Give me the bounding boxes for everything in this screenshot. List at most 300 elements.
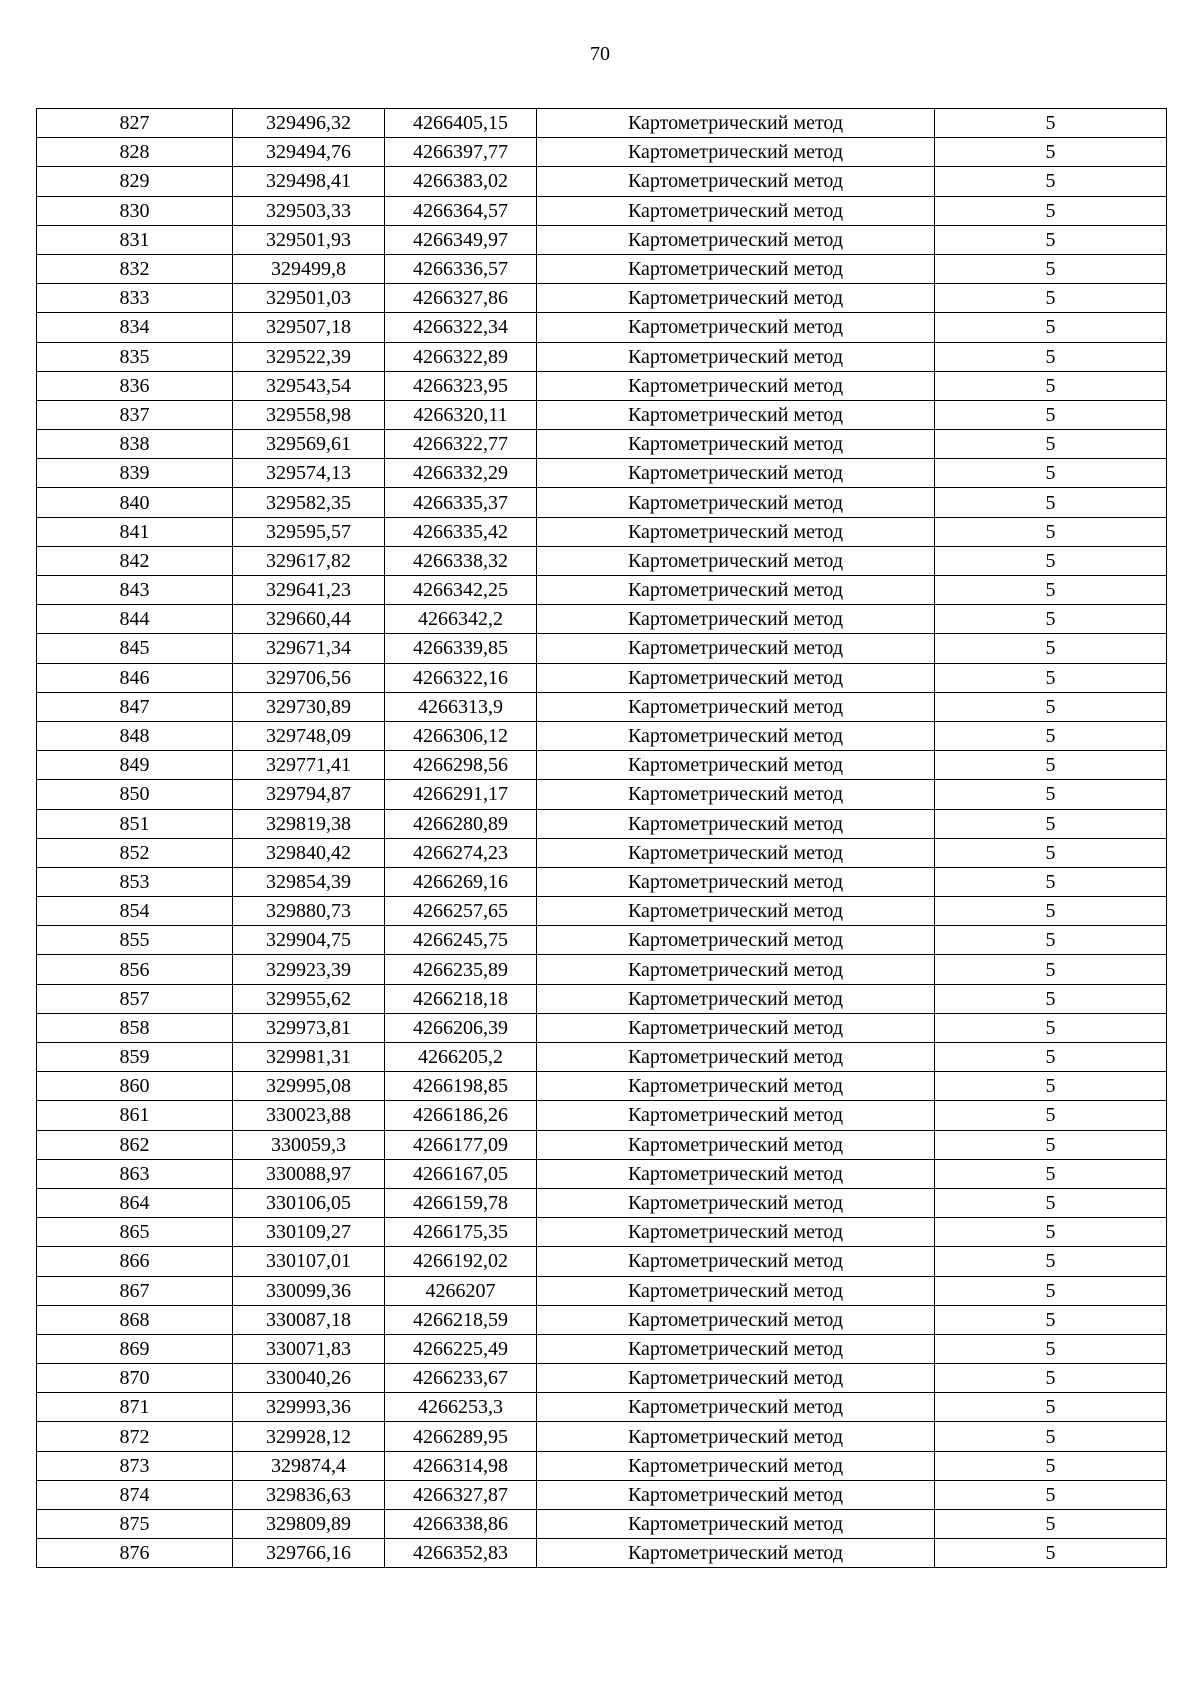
table-row	[37, 225, 1167, 254]
accuracy-cell: 5	[935, 634, 1167, 663]
x-coordinate-cell: 329730,89	[233, 692, 385, 721]
method-cell: Картометрический метод	[537, 313, 935, 342]
y-coordinate-cell: 4266339,85	[385, 634, 537, 663]
point-number-cell: 835	[37, 342, 233, 371]
table-row	[37, 926, 1167, 955]
y-coordinate-cell: 4266349,97	[385, 225, 537, 254]
point-number-cell: 833	[37, 284, 233, 313]
point-number-cell: 868	[37, 1305, 233, 1334]
y-coordinate-cell: 4266397,77	[385, 138, 537, 167]
x-coordinate-cell: 330023,88	[233, 1101, 385, 1130]
table-row	[37, 167, 1167, 196]
x-coordinate-cell: 329840,42	[233, 838, 385, 867]
table-row	[37, 546, 1167, 575]
accuracy-cell: 5	[935, 721, 1167, 750]
x-coordinate-cell: 329766,16	[233, 1539, 385, 1568]
table-row	[37, 1480, 1167, 1509]
method-cell: Картометрический метод	[537, 167, 935, 196]
method-cell: Картометрический метод	[537, 926, 935, 955]
y-coordinate-cell: 4266323,95	[385, 371, 537, 400]
accuracy-cell: 5	[935, 196, 1167, 225]
point-number-cell: 869	[37, 1334, 233, 1363]
method-cell: Картометрический метод	[537, 809, 935, 838]
point-number-cell: 848	[37, 721, 233, 750]
point-number-cell: 855	[37, 926, 233, 955]
method-cell: Картометрический метод	[537, 1013, 935, 1042]
table-row	[37, 1159, 1167, 1188]
method-cell: Картометрический метод	[537, 225, 935, 254]
table-row	[37, 1130, 1167, 1159]
accuracy-cell: 5	[935, 400, 1167, 429]
x-coordinate-cell: 330088,97	[233, 1159, 385, 1188]
method-cell: Картометрический метод	[537, 1247, 935, 1276]
accuracy-cell: 5	[935, 1539, 1167, 1568]
x-coordinate-cell: 329671,34	[233, 634, 385, 663]
accuracy-cell: 5	[935, 371, 1167, 400]
x-coordinate-cell: 330107,01	[233, 1247, 385, 1276]
x-coordinate-cell: 329595,57	[233, 517, 385, 546]
x-coordinate-cell: 329874,4	[233, 1451, 385, 1480]
table-row	[37, 1101, 1167, 1130]
y-coordinate-cell: 4266175,35	[385, 1218, 537, 1247]
x-coordinate-cell: 329501,03	[233, 284, 385, 313]
table-row	[37, 780, 1167, 809]
table-row	[37, 1334, 1167, 1363]
x-coordinate-cell: 330059,3	[233, 1130, 385, 1159]
accuracy-cell: 5	[935, 1043, 1167, 1072]
x-coordinate-cell: 329706,56	[233, 663, 385, 692]
method-cell: Картометрический метод	[537, 634, 935, 663]
table-row	[37, 1218, 1167, 1247]
x-coordinate-cell: 329836,63	[233, 1480, 385, 1509]
accuracy-cell: 5	[935, 138, 1167, 167]
y-coordinate-cell: 4266342,2	[385, 605, 537, 634]
method-cell: Картометрический метод	[537, 1422, 935, 1451]
x-coordinate-cell: 329501,93	[233, 225, 385, 254]
point-number-cell: 847	[37, 692, 233, 721]
x-coordinate-cell: 330040,26	[233, 1364, 385, 1393]
point-number-cell: 856	[37, 955, 233, 984]
table-row	[37, 1451, 1167, 1480]
accuracy-cell: 5	[935, 897, 1167, 926]
table-row	[37, 1422, 1167, 1451]
point-number-cell: 836	[37, 371, 233, 400]
x-coordinate-cell: 329981,31	[233, 1043, 385, 1072]
method-cell: Картометрический метод	[537, 897, 935, 926]
method-cell: Картометрический метод	[537, 1334, 935, 1363]
point-number-cell: 874	[37, 1480, 233, 1509]
method-cell: Картометрический метод	[537, 984, 935, 1013]
method-cell: Картометрический метод	[537, 780, 935, 809]
y-coordinate-cell: 4266335,42	[385, 517, 537, 546]
x-coordinate-cell: 329819,38	[233, 809, 385, 838]
method-cell: Картометрический метод	[537, 1101, 935, 1130]
method-cell: Картометрический метод	[537, 1043, 935, 1072]
table-row	[37, 663, 1167, 692]
y-coordinate-cell: 4266322,89	[385, 342, 537, 371]
y-coordinate-cell: 4266291,17	[385, 780, 537, 809]
method-cell: Картометрический метод	[537, 721, 935, 750]
x-coordinate-cell: 329955,62	[233, 984, 385, 1013]
accuracy-cell: 5	[935, 284, 1167, 313]
method-cell: Картометрический метод	[537, 1159, 935, 1188]
point-number-cell: 854	[37, 897, 233, 926]
table-row	[37, 517, 1167, 546]
table-row	[37, 838, 1167, 867]
table-row	[37, 1364, 1167, 1393]
accuracy-cell: 5	[935, 167, 1167, 196]
x-coordinate-cell: 330109,27	[233, 1218, 385, 1247]
table-row	[37, 342, 1167, 371]
accuracy-cell: 5	[935, 1218, 1167, 1247]
accuracy-cell: 5	[935, 605, 1167, 634]
method-cell: Картометрический метод	[537, 1539, 935, 1568]
accuracy-cell: 5	[935, 1013, 1167, 1042]
table-row	[37, 254, 1167, 283]
x-coordinate-cell: 329498,41	[233, 167, 385, 196]
x-coordinate-cell: 329499,8	[233, 254, 385, 283]
y-coordinate-cell: 4266257,65	[385, 897, 537, 926]
point-number-cell: 843	[37, 576, 233, 605]
y-coordinate-cell: 4266336,57	[385, 254, 537, 283]
x-coordinate-cell: 329928,12	[233, 1422, 385, 1451]
method-cell: Картометрический метод	[537, 284, 935, 313]
x-coordinate-cell: 329582,35	[233, 488, 385, 517]
accuracy-cell: 5	[935, 663, 1167, 692]
method-cell: Картометрический метод	[537, 196, 935, 225]
x-coordinate-cell: 329641,23	[233, 576, 385, 605]
table-row	[37, 138, 1167, 167]
method-cell: Картометрический метод	[537, 546, 935, 575]
y-coordinate-cell: 4266332,29	[385, 459, 537, 488]
point-number-cell: 865	[37, 1218, 233, 1247]
x-coordinate-cell: 330071,83	[233, 1334, 385, 1363]
y-coordinate-cell: 4266342,25	[385, 576, 537, 605]
x-coordinate-cell: 329794,87	[233, 780, 385, 809]
y-coordinate-cell: 4266235,89	[385, 955, 537, 984]
accuracy-cell: 5	[935, 780, 1167, 809]
point-number-cell: 829	[37, 167, 233, 196]
x-coordinate-cell: 329993,36	[233, 1393, 385, 1422]
point-number-cell: 870	[37, 1364, 233, 1393]
point-number-cell: 838	[37, 430, 233, 459]
point-number-cell: 828	[37, 138, 233, 167]
accuracy-cell: 5	[935, 809, 1167, 838]
table-row	[37, 1013, 1167, 1042]
table-row	[37, 1305, 1167, 1334]
table-row	[37, 400, 1167, 429]
y-coordinate-cell: 4266253,3	[385, 1393, 537, 1422]
point-number-cell: 858	[37, 1013, 233, 1042]
accuracy-cell: 5	[935, 313, 1167, 342]
method-cell: Картометрический метод	[537, 751, 935, 780]
point-number-cell: 871	[37, 1393, 233, 1422]
point-number-cell: 834	[37, 313, 233, 342]
accuracy-cell: 5	[935, 867, 1167, 896]
method-cell: Картометрический метод	[537, 1188, 935, 1217]
method-cell: Картометрический метод	[537, 955, 935, 984]
method-cell: Картометрический метод	[537, 517, 935, 546]
y-coordinate-cell: 4266198,85	[385, 1072, 537, 1101]
table-row	[37, 1043, 1167, 1072]
accuracy-cell: 5	[935, 1159, 1167, 1188]
accuracy-cell: 5	[935, 751, 1167, 780]
method-cell: Картометрический метод	[537, 459, 935, 488]
accuracy-cell: 5	[935, 1130, 1167, 1159]
y-coordinate-cell: 4266327,87	[385, 1480, 537, 1509]
method-cell: Картометрический метод	[537, 254, 935, 283]
point-number-cell: 873	[37, 1451, 233, 1480]
table-row	[37, 751, 1167, 780]
method-cell: Картометрический метод	[537, 1451, 935, 1480]
accuracy-cell: 5	[935, 955, 1167, 984]
method-cell: Картометрический метод	[537, 1480, 935, 1509]
point-number-cell: 872	[37, 1422, 233, 1451]
table-row	[37, 109, 1167, 138]
y-coordinate-cell: 4266186,26	[385, 1101, 537, 1130]
method-cell: Картометрический метод	[537, 692, 935, 721]
y-coordinate-cell: 4266320,11	[385, 400, 537, 429]
table-row	[37, 576, 1167, 605]
y-coordinate-cell: 4266167,05	[385, 1159, 537, 1188]
x-coordinate-cell: 329923,39	[233, 955, 385, 984]
coordinates-table-body	[37, 109, 1167, 1568]
table-row	[37, 488, 1167, 517]
x-coordinate-cell: 330099,36	[233, 1276, 385, 1305]
method-cell: Картометрический метод	[537, 1305, 935, 1334]
x-coordinate-cell: 329809,89	[233, 1510, 385, 1539]
y-coordinate-cell: 4266313,9	[385, 692, 537, 721]
point-number-cell: 864	[37, 1188, 233, 1217]
accuracy-cell: 5	[935, 517, 1167, 546]
accuracy-cell: 5	[935, 692, 1167, 721]
table-row	[37, 692, 1167, 721]
method-cell: Картометрический метод	[537, 1276, 935, 1305]
point-number-cell: 861	[37, 1101, 233, 1130]
y-coordinate-cell: 4266352,83	[385, 1539, 537, 1568]
y-coordinate-cell: 4266298,56	[385, 751, 537, 780]
y-coordinate-cell: 4266322,34	[385, 313, 537, 342]
x-coordinate-cell: 329748,09	[233, 721, 385, 750]
table-row	[37, 1247, 1167, 1276]
method-cell: Картометрический метод	[537, 371, 935, 400]
point-number-cell: 862	[37, 1130, 233, 1159]
method-cell: Картометрический метод	[537, 430, 935, 459]
method-cell: Картометрический метод	[537, 488, 935, 517]
x-coordinate-cell: 329494,76	[233, 138, 385, 167]
accuracy-cell: 5	[935, 1188, 1167, 1217]
accuracy-cell: 5	[935, 984, 1167, 1013]
point-number-cell: 867	[37, 1276, 233, 1305]
table-row	[37, 1188, 1167, 1217]
y-coordinate-cell: 4266205,2	[385, 1043, 537, 1072]
y-coordinate-cell: 4266405,15	[385, 109, 537, 138]
method-cell: Картометрический метод	[537, 1364, 935, 1393]
point-number-cell: 841	[37, 517, 233, 546]
accuracy-cell: 5	[935, 342, 1167, 371]
x-coordinate-cell: 329660,44	[233, 605, 385, 634]
x-coordinate-cell: 329543,54	[233, 371, 385, 400]
x-coordinate-cell: 329617,82	[233, 546, 385, 575]
point-number-cell: 846	[37, 663, 233, 692]
y-coordinate-cell: 4266322,77	[385, 430, 537, 459]
method-cell: Картометрический метод	[537, 400, 935, 429]
x-coordinate-cell: 329507,18	[233, 313, 385, 342]
table-row	[37, 955, 1167, 984]
accuracy-cell: 5	[935, 1247, 1167, 1276]
x-coordinate-cell: 329995,08	[233, 1072, 385, 1101]
y-coordinate-cell: 4266159,78	[385, 1188, 537, 1217]
table-row	[37, 371, 1167, 400]
point-number-cell: 852	[37, 838, 233, 867]
table-row	[37, 459, 1167, 488]
point-number-cell: 842	[37, 546, 233, 575]
table-row	[37, 984, 1167, 1013]
method-cell: Картометрический метод	[537, 342, 935, 371]
point-number-cell: 839	[37, 459, 233, 488]
accuracy-cell: 5	[935, 488, 1167, 517]
x-coordinate-cell: 329503,33	[233, 196, 385, 225]
table-row	[37, 1393, 1167, 1422]
accuracy-cell: 5	[935, 546, 1167, 575]
accuracy-cell: 5	[935, 576, 1167, 605]
accuracy-cell: 5	[935, 838, 1167, 867]
point-number-cell: 832	[37, 254, 233, 283]
y-coordinate-cell: 4266274,23	[385, 838, 537, 867]
x-coordinate-cell: 329904,75	[233, 926, 385, 955]
point-number-cell: 830	[37, 196, 233, 225]
point-number-cell: 853	[37, 867, 233, 896]
y-coordinate-cell: 4266269,16	[385, 867, 537, 896]
y-coordinate-cell: 4266338,86	[385, 1510, 537, 1539]
point-number-cell: 845	[37, 634, 233, 663]
point-number-cell: 859	[37, 1043, 233, 1072]
table-row	[37, 196, 1167, 225]
x-coordinate-cell: 329880,73	[233, 897, 385, 926]
y-coordinate-cell: 4266218,18	[385, 984, 537, 1013]
method-cell: Картометрический метод	[537, 838, 935, 867]
x-coordinate-cell: 329522,39	[233, 342, 385, 371]
accuracy-cell: 5	[935, 1393, 1167, 1422]
accuracy-cell: 5	[935, 430, 1167, 459]
y-coordinate-cell: 4266383,02	[385, 167, 537, 196]
y-coordinate-cell: 4266177,09	[385, 1130, 537, 1159]
point-number-cell: 827	[37, 109, 233, 138]
accuracy-cell: 5	[935, 109, 1167, 138]
y-coordinate-cell: 4266364,57	[385, 196, 537, 225]
y-coordinate-cell: 4266338,32	[385, 546, 537, 575]
table-row	[37, 313, 1167, 342]
accuracy-cell: 5	[935, 1510, 1167, 1539]
method-cell: Картометрический метод	[537, 867, 935, 896]
accuracy-cell: 5	[935, 1305, 1167, 1334]
table-row	[37, 430, 1167, 459]
x-coordinate-cell: 329771,41	[233, 751, 385, 780]
point-number-cell: 840	[37, 488, 233, 517]
y-coordinate-cell: 4266335,37	[385, 488, 537, 517]
y-coordinate-cell: 4266218,59	[385, 1305, 537, 1334]
y-coordinate-cell: 4266327,86	[385, 284, 537, 313]
accuracy-cell: 5	[935, 459, 1167, 488]
table-row	[37, 897, 1167, 926]
point-number-cell: 851	[37, 809, 233, 838]
point-number-cell: 863	[37, 1159, 233, 1188]
y-coordinate-cell: 4266207	[385, 1276, 537, 1305]
table-row	[37, 605, 1167, 634]
x-coordinate-cell: 329558,98	[233, 400, 385, 429]
table-row	[37, 1539, 1167, 1568]
method-cell: Картометрический метод	[537, 138, 935, 167]
accuracy-cell: 5	[935, 1072, 1167, 1101]
method-cell: Картометрический метод	[537, 576, 935, 605]
x-coordinate-cell: 329574,13	[233, 459, 385, 488]
method-cell: Картометрический метод	[537, 109, 935, 138]
y-coordinate-cell: 4266289,95	[385, 1422, 537, 1451]
accuracy-cell: 5	[935, 1364, 1167, 1393]
point-number-cell: 850	[37, 780, 233, 809]
method-cell: Картометрический метод	[537, 605, 935, 634]
point-number-cell: 849	[37, 751, 233, 780]
method-cell: Картометрический метод	[537, 1218, 935, 1247]
accuracy-cell: 5	[935, 254, 1167, 283]
accuracy-cell: 5	[935, 1276, 1167, 1305]
method-cell: Картометрический метод	[537, 1510, 935, 1539]
accuracy-cell: 5	[935, 1334, 1167, 1363]
y-coordinate-cell: 4266314,98	[385, 1451, 537, 1480]
x-coordinate-cell: 330087,18	[233, 1305, 385, 1334]
coordinates-table	[36, 108, 1167, 1568]
y-coordinate-cell: 4266245,75	[385, 926, 537, 955]
method-cell: Картометрический метод	[537, 663, 935, 692]
point-number-cell: 876	[37, 1539, 233, 1568]
method-cell: Картометрический метод	[537, 1130, 935, 1159]
table-row	[37, 284, 1167, 313]
point-number-cell: 844	[37, 605, 233, 634]
accuracy-cell: 5	[935, 1480, 1167, 1509]
accuracy-cell: 5	[935, 1451, 1167, 1480]
point-number-cell: 857	[37, 984, 233, 1013]
table-row	[37, 1072, 1167, 1101]
x-coordinate-cell: 329496,32	[233, 109, 385, 138]
y-coordinate-cell: 4266233,67	[385, 1364, 537, 1393]
table-row	[37, 1276, 1167, 1305]
accuracy-cell: 5	[935, 1422, 1167, 1451]
y-coordinate-cell: 4266192,02	[385, 1247, 537, 1276]
table-row	[37, 1510, 1167, 1539]
method-cell: Картометрический метод	[537, 1072, 935, 1101]
table-row	[37, 867, 1167, 896]
method-cell: Картометрический метод	[537, 1393, 935, 1422]
table-row	[37, 809, 1167, 838]
x-coordinate-cell: 329854,39	[233, 867, 385, 896]
point-number-cell: 860	[37, 1072, 233, 1101]
y-coordinate-cell: 4266322,16	[385, 663, 537, 692]
y-coordinate-cell: 4266280,89	[385, 809, 537, 838]
point-number-cell: 866	[37, 1247, 233, 1276]
page-number: 70	[590, 43, 610, 65]
table-row	[37, 634, 1167, 663]
x-coordinate-cell: 329973,81	[233, 1013, 385, 1042]
x-coordinate-cell: 330106,05	[233, 1188, 385, 1217]
accuracy-cell: 5	[935, 225, 1167, 254]
point-number-cell: 831	[37, 225, 233, 254]
y-coordinate-cell: 4266225,49	[385, 1334, 537, 1363]
point-number-cell: 875	[37, 1510, 233, 1539]
point-number-cell: 837	[37, 400, 233, 429]
table-row	[37, 721, 1167, 750]
y-coordinate-cell: 4266306,12	[385, 721, 537, 750]
y-coordinate-cell: 4266206,39	[385, 1013, 537, 1042]
